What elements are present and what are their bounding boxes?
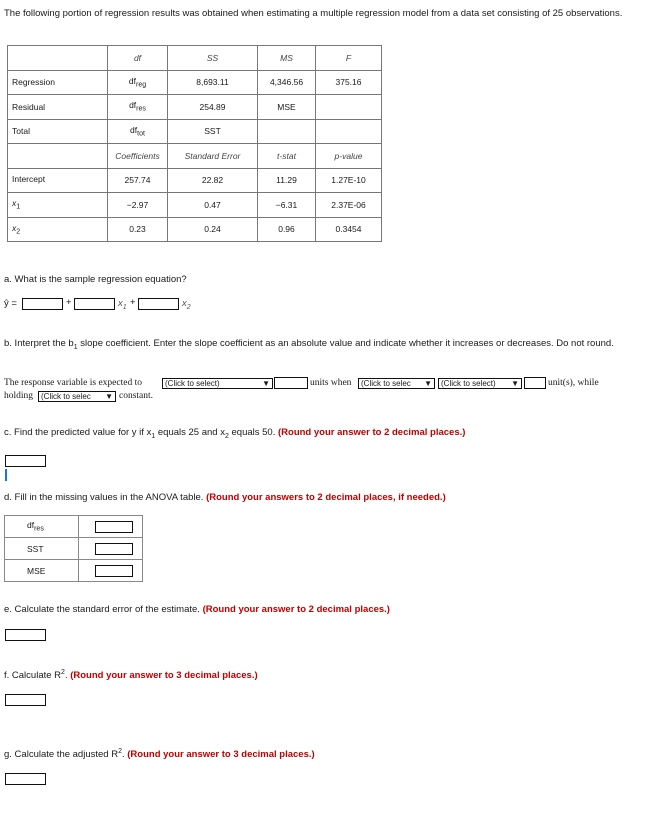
standard-error-input[interactable] xyxy=(5,629,46,641)
p-cell: 2.37E-06 xyxy=(316,193,382,218)
table-row xyxy=(5,538,143,560)
header-df: df xyxy=(108,46,168,71)
table-row xyxy=(8,70,382,95)
ss-cell: 8,693.11 xyxy=(168,70,258,95)
header-coefficients: Coefficients xyxy=(108,144,168,169)
question-d: d. Fill in the missing values in the ANOVA table. (Round your answers to 2 decimal places, if needed.) xyxy=(4,492,446,503)
ss-cell: 254.89 xyxy=(168,95,258,120)
coef-cell: 257.74 xyxy=(108,168,168,193)
holding-select[interactable]: (Click to selec ▼ xyxy=(38,391,116,402)
yhat-label: ŷ = xyxy=(4,298,17,309)
intercept-input[interactable] xyxy=(22,298,63,310)
chevron-down-icon: ▼ xyxy=(511,379,519,388)
table-header-row xyxy=(8,46,382,71)
row-label: Residual xyxy=(8,95,108,120)
row-label: Regression xyxy=(8,70,108,95)
df-cell: $df_{res}$ xyxy=(108,95,168,120)
header-ms: MS xyxy=(258,46,316,71)
response-text: The response variable is expected to xyxy=(4,378,142,388)
table-row xyxy=(8,193,382,218)
table-row xyxy=(8,95,382,120)
unit-while-text: unit(s), while xyxy=(548,378,599,388)
table-row xyxy=(5,516,143,538)
intro-text: The following portion of regression results was obtained when estimating a multiple regression model from a data set consisting of 25 observations. xyxy=(4,8,623,19)
coef-label: Intercept xyxy=(8,168,108,193)
x2-label: $x_2$ xyxy=(182,298,191,311)
df-cell: $df_{tot}$ xyxy=(108,119,168,144)
unit-amount-input[interactable] xyxy=(524,377,546,389)
f-cell xyxy=(316,119,382,144)
header-ss: SS xyxy=(168,46,258,71)
coef-header-row xyxy=(8,144,382,169)
regression-table xyxy=(7,45,382,242)
sst-input[interactable] xyxy=(95,543,133,555)
p-cell: 1.27E-10 xyxy=(316,168,382,193)
coef-cell: −2.97 xyxy=(108,193,168,218)
question-b: b. Interpret the $b_1$ slope coefficient. Enter the slope coefficient as an absolute value and indicate whether it increases or decreases. Do not round. xyxy=(4,338,614,351)
anova-table xyxy=(4,515,143,582)
text-cursor xyxy=(5,469,7,481)
chevron-down-icon: ▼ xyxy=(105,392,113,401)
ms-cell: MSE xyxy=(258,95,316,120)
ss-cell: SST xyxy=(168,119,258,144)
coef-header-empty xyxy=(8,144,108,169)
header-p-value: p-value xyxy=(316,144,382,169)
se-cell: 22.82 xyxy=(168,168,258,193)
holding-text: holding xyxy=(4,391,34,401)
adjusted-r-squared-input[interactable] xyxy=(5,773,46,785)
mse-input[interactable] xyxy=(95,565,133,577)
se-cell: 0.24 xyxy=(168,217,258,242)
b2-input[interactable] xyxy=(138,298,179,310)
coef-cell: 0.23 xyxy=(108,217,168,242)
predicted-value-input[interactable] xyxy=(5,455,46,467)
units-input[interactable] xyxy=(274,377,308,389)
plus-sign: + xyxy=(66,297,72,308)
header-standard-error: Standard Error xyxy=(168,144,258,169)
df-res-input[interactable] xyxy=(95,521,133,533)
coef-label: $x_1$ xyxy=(8,193,108,218)
f-cell xyxy=(316,95,382,120)
row-label: Total xyxy=(8,119,108,144)
t-cell: 0.96 xyxy=(258,217,316,242)
anova-input-cell xyxy=(79,516,143,538)
f-cell: 375.16 xyxy=(316,70,382,95)
plus-sign: + xyxy=(130,297,136,308)
anova-input-cell xyxy=(79,560,143,582)
question-a: a. What is the sample regression equation? xyxy=(4,274,187,285)
anova-label: SST xyxy=(5,538,79,560)
ms-cell xyxy=(258,119,316,144)
table-row xyxy=(5,560,143,582)
table-row xyxy=(8,168,382,193)
change-select[interactable]: (Click to select) ▼ xyxy=(438,378,522,389)
se-cell: 0.47 xyxy=(168,193,258,218)
coef-label: $x_2$ xyxy=(8,217,108,242)
p-cell: 0.3454 xyxy=(316,217,382,242)
x1-label: $x_1$ xyxy=(118,298,127,311)
question-c: c. Find the predicted value for y if $x_1$ equals 25 and $x_2$ equals 50. (Round your answer to 2 decimal places.) xyxy=(4,427,466,440)
header-empty xyxy=(8,46,108,71)
units-when-text: units when xyxy=(310,378,352,388)
table-row xyxy=(8,217,382,242)
question-f: f. Calculate $R^2$. (Round your answer to 3 decimal places.) xyxy=(4,669,258,682)
anova-label: $df_{res}$ xyxy=(5,516,79,538)
variable-select[interactable]: (Click to selec ▼ xyxy=(358,378,435,389)
direction-select[interactable]: (Click to select) ▼ xyxy=(162,378,273,389)
table-row xyxy=(8,119,382,144)
df-cell: $df_{reg}$ xyxy=(108,70,168,95)
b1-input[interactable] xyxy=(74,298,115,310)
ms-cell: 4,346.56 xyxy=(258,70,316,95)
anova-label: MSE xyxy=(5,560,79,582)
t-cell: 11.29 xyxy=(258,168,316,193)
header-t-stat: t-stat xyxy=(258,144,316,169)
question-e: e. Calculate the standard error of the estimate. (Round your answer to 2 decimal places.) xyxy=(4,604,390,615)
anova-input-cell xyxy=(79,538,143,560)
header-f: F xyxy=(316,46,382,71)
question-g: g. Calculate the adjusted $R^2$. (Round your answer to 3 decimal places.) xyxy=(4,748,315,761)
chevron-down-icon: ▼ xyxy=(262,379,270,388)
r-squared-input[interactable] xyxy=(5,694,46,706)
t-cell: −6.31 xyxy=(258,193,316,218)
chevron-down-icon: ▼ xyxy=(424,379,432,388)
constant-text: constant. xyxy=(119,391,154,401)
